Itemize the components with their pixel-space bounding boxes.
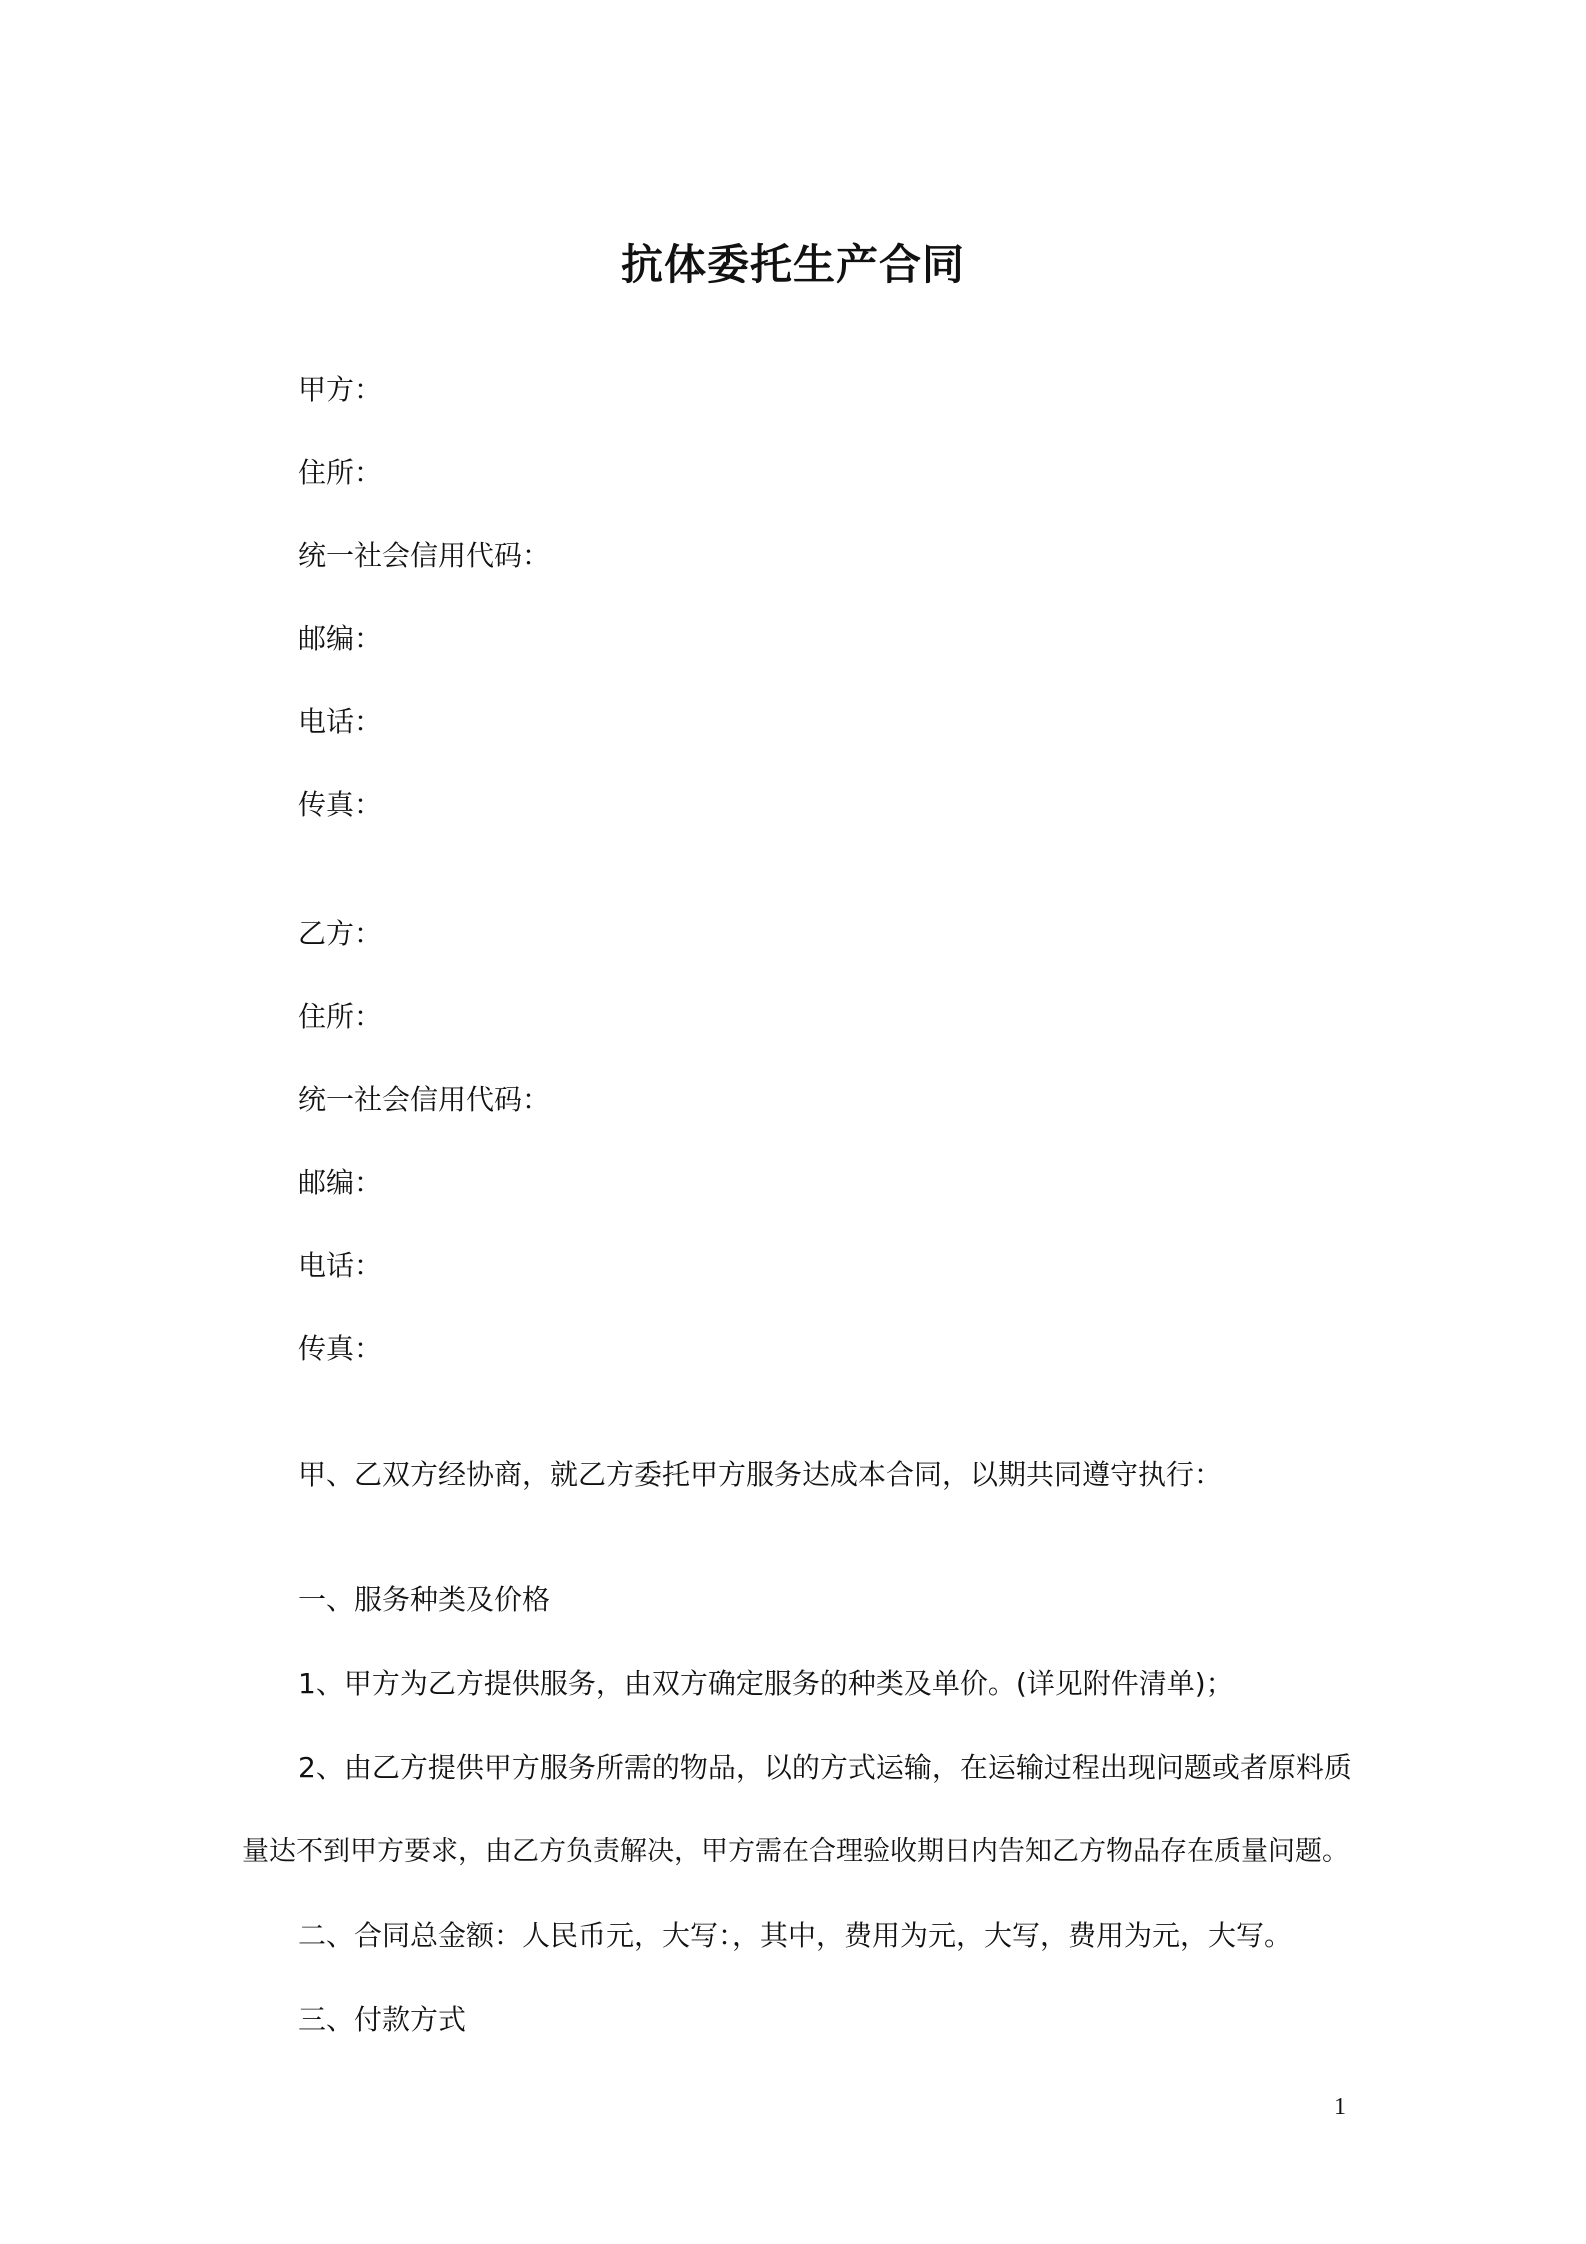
party-b-name-label: 乙方： xyxy=(298,917,383,950)
section-1-item-2-line-2: 量达不到甲方要求，由乙方负责解决，甲方需在合理验收期日内告知乙方物品存在质量问题。 xyxy=(242,1836,1349,1867)
document-title: 抗体委托生产合同 xyxy=(620,240,965,289)
section-1-item-2-line-1: 2、由乙方提供甲方服务所需的物品，以的方式运输，在运输过程出现问题或者原料质 xyxy=(298,1751,1352,1784)
party-b-credit-code-label: 统一社会信用代码： xyxy=(298,1083,551,1116)
party-a-name-label: 甲方： xyxy=(298,373,383,406)
page-number: 1 xyxy=(1334,2094,1346,2120)
party-a-credit-code-label: 统一社会信用代码： xyxy=(298,539,551,572)
section-1-heading: 一、服务种类及价格 xyxy=(298,1583,551,1616)
section-1-item-1: 1、甲方为乙方提供服务，由双方确定服务的种类及单价。(详见附件清单)； xyxy=(298,1667,1234,1700)
party-b-phone-label: 电话： xyxy=(298,1249,383,1282)
preamble-paragraph: 甲、乙双方经协商，就乙方委托甲方服务达成本合同，以期共同遵守执行： xyxy=(298,1458,1223,1491)
party-a-address-label: 住所： xyxy=(298,456,383,489)
party-a-fax-label: 传真： xyxy=(298,788,383,821)
party-b-fax-label: 传真： xyxy=(298,1332,383,1365)
party-b-address-label: 住所： xyxy=(298,1000,383,1033)
section-2-text: 二、合同总金额：人民币元，大写：，其中，费用为元，大写，费用为元，大写。 xyxy=(298,1919,1293,1952)
party-a-phone-label: 电话： xyxy=(298,705,383,738)
party-a-postcode-label: 邮编： xyxy=(298,622,383,655)
section-3-heading: 三、付款方式 xyxy=(298,2003,467,2036)
party-b-postcode-label: 邮编： xyxy=(298,1166,383,1199)
